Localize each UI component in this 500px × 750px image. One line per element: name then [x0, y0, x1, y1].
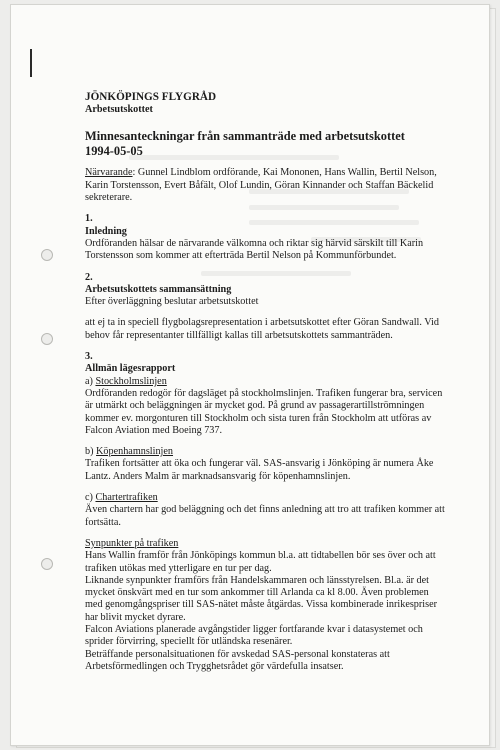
- subsection-a-text: Ordföranden redogör för dagsläget på stockholmslinjen. Trafiken fungerar bra, servicen är utmärkt och beläggningen är mycket god. På grund av passagerartillströmningen kommer ev. morgonturen till Stockholm och sista turen från Stockholm att utföras av Falcon Aviation med Boeing 737.: [85, 387, 443, 436]
- document-title: Minnesanteckningar från sammanträde med arbetsutskottet: [85, 129, 405, 144]
- attendance-label: Närvarande: [85, 167, 133, 179]
- viewpoints-paragraph-3: Falcon Aviations planerade avgångstider ligger fortfarande kvar i datasystemet och sprider förvirring, speciellt för utländska resenärer.: [85, 623, 423, 648]
- attendance-list: [85, 167, 445, 204]
- punch-hole-bottom: [41, 558, 53, 570]
- section-2-number: 2.: [85, 271, 93, 283]
- attendance-text: : Gunnel Lindblom ordförande, Kai Mononen, Hans Wallin, Bertil Nelson, Karin Torstensson, Evert Båfält, Olof Lundin, Göran Kinnander och Staffan Bäckelid sekreterare.: [85, 167, 437, 204]
- section-2-intro: Efter överläggning beslutar arbetsutskottet: [85, 296, 259, 308]
- section-1-number: 1.: [85, 213, 93, 225]
- committee-name: Arbetsutskottet: [85, 104, 153, 115]
- document-page: [10, 4, 490, 746]
- subsection-c-title: Chartertrafiken: [95, 492, 158, 504]
- subsection-b-prefix: b): [85, 446, 97, 458]
- margin-bar: [30, 49, 32, 77]
- section-2-title: Arbetsutskottets sammansättning: [85, 283, 232, 295]
- section-3-title: Allmän lägesrapport: [85, 363, 176, 375]
- punch-hole-middle: [41, 333, 53, 345]
- organization-name: JÖNKÖPINGS FLYGRÅD: [85, 91, 217, 103]
- viewpoints-paragraph-4: Beträffande personalsituationen för avskedad SAS-personal konstateras att Arbetsförmedlingen och Trygghetsrådet gör värdefulla insatser.: [85, 648, 390, 672]
- viewpoints-paragraph-1: Hans Wallin framför från Jönköpings kommun bl.a. att tidtabellen bör ses över och att trafiken utökas med ytterligare en tur per dag.: [85, 550, 436, 574]
- subsection-b-heading: [85, 446, 445, 458]
- document-content: [85, 91, 445, 673]
- subsection-c-text: Även chartern har god beläggning och det finns anledning att tro att trafiken kommer att fortsätta.: [85, 504, 445, 528]
- section-3-number: 3.: [85, 351, 93, 363]
- section-1-text: Ordföranden hälsar de närvarande välkomna och riktar sig härvid särskilt till Karin Torstensson som kommer att efterträda Bertil Nelson på Kommunförbundet.: [85, 237, 424, 262]
- subsection-a-heading: [85, 376, 445, 388]
- subsection-c-prefix: c): [85, 492, 96, 504]
- viewpoints-paragraph-2: Liknande synpunkter framförs från Handelskammaren och länsstyrelsen. Bl.a. är det mycket önskvärt med en tur som ankommer till Arlanda ca kl 8.00. Även problemen med genomgångspriser till SAS-nätet måste åtgärdas. Vissa kombinerade inrikespriser har blivit mycket dyrare.: [85, 574, 438, 623]
- subsection-a-title: Stockholmslinjen: [95, 375, 167, 387]
- subsection-c-heading: [85, 492, 445, 504]
- document-date: 1994-05-05: [85, 143, 143, 158]
- viewpoints-title: Synpunkter på trafiken: [85, 537, 179, 549]
- subsection-b-text: Trafiken fortsätter att öka och fungerar väl. SAS-ansvarig i Jönköping är numera Åke Lantz. Anders Malm är marknadsansvarig för köpenhamnslinjen.: [85, 458, 434, 482]
- section-2-decision: att ej ta in speciell flygbolagsrepresentation i arbetsutskottet efter Göran Sandwall. Vid behov får representanter tillfälligt kallas till arbetsutskottets sammanträden.: [85, 317, 439, 341]
- section-1-title: Inledning: [85, 225, 127, 237]
- punch-hole-top: [41, 249, 53, 261]
- subsection-b-title: Köpenhamnslinjen: [96, 446, 174, 458]
- subsection-a-prefix: a): [85, 375, 96, 387]
